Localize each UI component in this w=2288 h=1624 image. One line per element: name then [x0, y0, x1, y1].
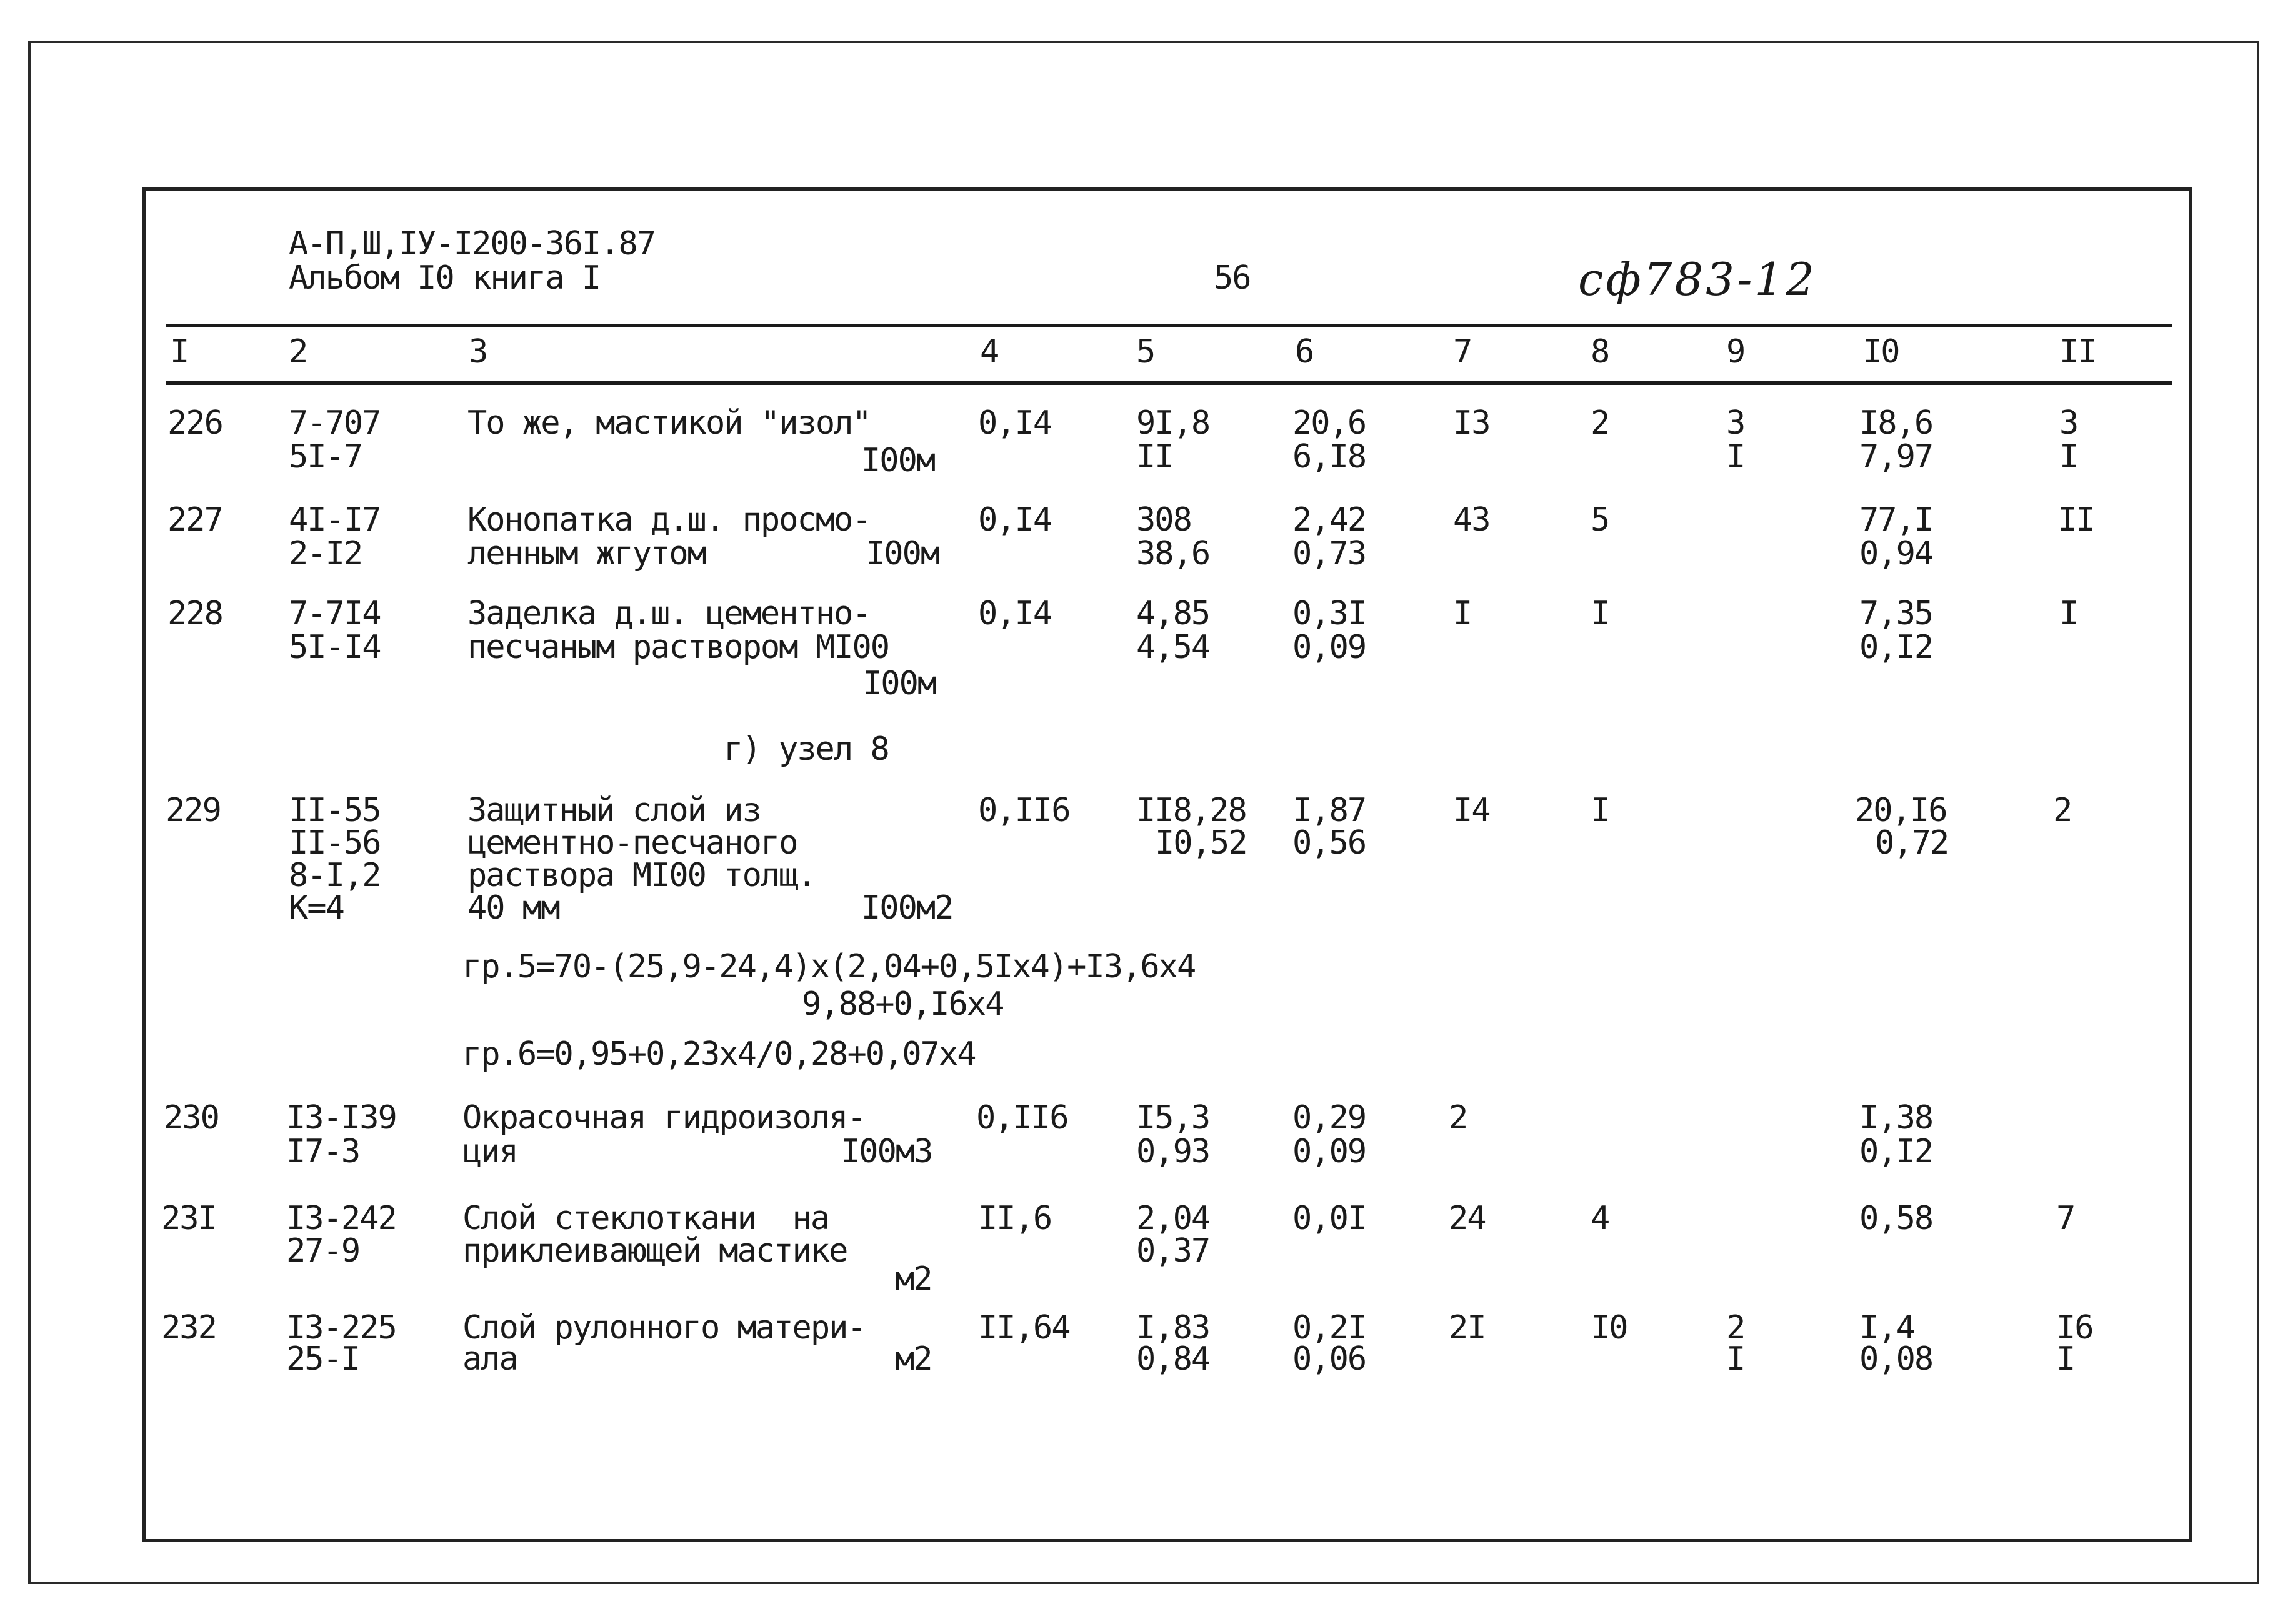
- col5-value: I0,52: [1155, 824, 1247, 862]
- norm-code: 27-9: [286, 1232, 360, 1270]
- col6-value: 0,2I: [1292, 1309, 1366, 1347]
- col6-value: 0,0I: [1292, 1200, 1366, 1237]
- col8-value: 4: [1591, 1200, 1609, 1237]
- col6-value: 2,42: [1292, 501, 1366, 539]
- work-description: песчаным раствором МI00: [467, 629, 889, 666]
- col5-value: I5,3: [1136, 1099, 1210, 1137]
- quantity: 0,I4: [978, 595, 1052, 632]
- col6-value: 0,3I: [1292, 595, 1366, 632]
- unit: I00м: [862, 665, 936, 702]
- work-description: Окрасочная гидроизоля-: [462, 1099, 866, 1137]
- col5-value: II8,28: [1136, 792, 1246, 829]
- work-description: раствора МI00 толщ.: [467, 857, 816, 894]
- row-number: 228: [167, 595, 222, 632]
- col9-value: I: [1726, 438, 1745, 476]
- formula-col5-denominator: 9,88+0,I6х4: [802, 985, 1004, 1023]
- col6-value: 20,6: [1292, 404, 1366, 442]
- col11-value: I: [2059, 595, 2078, 632]
- work-description: цементно-песчаного: [467, 824, 797, 862]
- col8-value: 5: [1591, 501, 1609, 539]
- norm-code: I3-225: [286, 1309, 396, 1347]
- row-number: 23I: [161, 1200, 216, 1237]
- quantity: 0,I4: [978, 501, 1052, 539]
- norm-code: 25-I: [286, 1340, 360, 1378]
- norm-code: 5I-I4: [289, 629, 381, 666]
- unit: I00м: [861, 442, 935, 479]
- row-number: 230: [164, 1099, 219, 1137]
- norm-code: 7-707: [289, 404, 381, 442]
- col10-value: 77,I: [1859, 501, 1933, 539]
- col6-value: I,87: [1292, 792, 1366, 829]
- handwritten-mark: сф783-12: [1578, 253, 1817, 306]
- unit: м2: [895, 1260, 932, 1298]
- col7-value: 2: [1449, 1099, 1467, 1137]
- quantity: 0,II6: [978, 792, 1070, 829]
- norm-code: II-56: [289, 824, 381, 862]
- col5-value: II: [1136, 438, 1173, 476]
- section-title: г) узел 8: [724, 730, 889, 768]
- col7-value: I: [1453, 595, 1472, 632]
- col5-value: I,83: [1136, 1309, 1210, 1347]
- col10-value: 0,58: [1859, 1200, 1933, 1237]
- work-description: То же, мастикой "изол": [467, 404, 871, 442]
- norm-code: 7-7I4: [289, 595, 381, 632]
- col11-value: 7: [2056, 1200, 2075, 1237]
- col5-value: 0,93: [1136, 1133, 1210, 1170]
- norm-code: 2-I2: [289, 535, 362, 572]
- col8-value: I: [1591, 792, 1609, 829]
- col10-value: 7,97: [1859, 438, 1933, 476]
- col5-value: 0,37: [1136, 1232, 1210, 1270]
- col5-value: 38,6: [1136, 535, 1210, 572]
- norm-code: 8-I,2: [289, 857, 381, 894]
- col7-value: 24: [1449, 1200, 1486, 1237]
- work-description: Слой рулонного матери-: [462, 1309, 866, 1347]
- col7-value: 2I: [1449, 1309, 1486, 1347]
- col-header-5: 5: [1136, 333, 1155, 371]
- col6-value: 0,09: [1292, 1133, 1366, 1170]
- col9-value: 3: [1726, 404, 1745, 442]
- norm-code: I7-3: [286, 1133, 360, 1170]
- header-rule-top: [166, 324, 2172, 327]
- col6-value: 0,73: [1292, 535, 1366, 572]
- col6-value: 6,I8: [1292, 438, 1366, 476]
- unit: м2: [895, 1340, 932, 1378]
- col11-value: I: [2059, 438, 2078, 476]
- work-description: Защитный слой из: [467, 792, 761, 829]
- work-description: ленным жгутом: [467, 535, 706, 572]
- col11-value: 3: [2059, 404, 2078, 442]
- col5-value: 4,54: [1136, 629, 1210, 666]
- col9-value: 2: [1726, 1309, 1745, 1347]
- unit: I00м: [866, 535, 939, 572]
- work-description: Заделка д.ш. цементно-: [467, 595, 871, 632]
- col7-value: I3: [1453, 404, 1490, 442]
- formula-col6: гр.6=0,95+0,23х4/0,28+0,07х4: [462, 1035, 976, 1073]
- col10-value: I,4: [1859, 1309, 1914, 1347]
- col10-value: I8,6: [1859, 404, 1933, 442]
- col5-value: 4,85: [1136, 595, 1210, 632]
- col-header-9: 9: [1726, 333, 1745, 371]
- col10-value: 0,I2: [1859, 629, 1933, 666]
- quantity: 0,I4: [978, 404, 1052, 442]
- formula-col5: гр.5=70-(25,9-24,4)х(2,04+0,5Iх4)+I3,6х4: [462, 948, 1196, 985]
- col-header-4: 4: [980, 333, 999, 371]
- col10-value: 0,I2: [1859, 1133, 1933, 1170]
- col6-value: 0,06: [1292, 1340, 1366, 1378]
- col10-value: 20,I6: [1855, 792, 1947, 829]
- quantity: 0,II6: [976, 1099, 1068, 1137]
- col10-value: 0,72: [1875, 824, 1949, 862]
- norm-code: 5I-7: [289, 438, 362, 476]
- header-rule-bottom: [166, 381, 2172, 385]
- col11-value: I6: [2056, 1309, 2093, 1347]
- col11-value: II: [2057, 501, 2094, 539]
- norm-code: К=4: [289, 889, 344, 927]
- col11-value: I: [2056, 1340, 2075, 1378]
- col10-value: I,38: [1859, 1099, 1933, 1137]
- col8-value: I: [1591, 595, 1609, 632]
- quantity: II,6: [978, 1200, 1052, 1237]
- col10-value: 7,35: [1859, 595, 1933, 632]
- col6-value: 0,09: [1292, 629, 1366, 666]
- col6-value: 0,29: [1292, 1099, 1366, 1137]
- work-description: приклеивающей мастике: [462, 1232, 847, 1270]
- unit: I00м2: [861, 889, 953, 927]
- album-label: Альбом I0 книга I: [289, 259, 601, 297]
- col-header-6: 6: [1295, 333, 1314, 371]
- work-description: 40 мм: [467, 889, 559, 927]
- col-header-11: II: [2059, 333, 2096, 371]
- col-header-2: 2: [289, 333, 307, 371]
- row-number: 227: [167, 501, 222, 539]
- quantity: II,64: [978, 1309, 1070, 1347]
- page-number: 56: [1214, 259, 1251, 297]
- col11-value: 2: [2053, 792, 2072, 829]
- col5-value: 0,84: [1136, 1340, 1210, 1378]
- col5-value: 308: [1136, 501, 1191, 539]
- col6-value: 0,56: [1292, 824, 1366, 862]
- norm-code: 4I-I7: [289, 501, 381, 539]
- norm-code: I3-I39: [286, 1099, 396, 1137]
- row-number: 226: [167, 404, 222, 442]
- col5-value: 2,04: [1136, 1200, 1210, 1237]
- col9-value: I: [1726, 1340, 1745, 1378]
- col-header-10: I0: [1862, 333, 1899, 371]
- col8-value: 2: [1591, 404, 1609, 442]
- norm-code: II-55: [289, 792, 381, 829]
- norm-code: I3-242: [286, 1200, 396, 1237]
- work-description: Слой стеклоткани на: [462, 1200, 829, 1237]
- col7-value: 43: [1453, 501, 1490, 539]
- document-code: А-П,Ш,IУ-I200-36I.87: [289, 225, 656, 262]
- work-description: ция: [462, 1133, 517, 1170]
- unit: I00м3: [841, 1133, 932, 1170]
- row-number: 232: [161, 1309, 216, 1347]
- col-header-8: 8: [1591, 333, 1609, 371]
- col5-value: 9I,8: [1136, 404, 1210, 442]
- col7-value: I4: [1453, 792, 1490, 829]
- col10-value: 0,94: [1859, 535, 1933, 572]
- col-header-7: 7: [1453, 333, 1472, 371]
- work-description: Конопатка д.ш. просмо-: [467, 501, 871, 539]
- col8-value: I0: [1591, 1309, 1627, 1347]
- row-number: 229: [166, 792, 221, 829]
- col10-value: 0,08: [1859, 1340, 1933, 1378]
- col-header-3: 3: [469, 333, 487, 371]
- col-header-1: I: [170, 333, 189, 371]
- work-description: ала: [462, 1340, 517, 1378]
